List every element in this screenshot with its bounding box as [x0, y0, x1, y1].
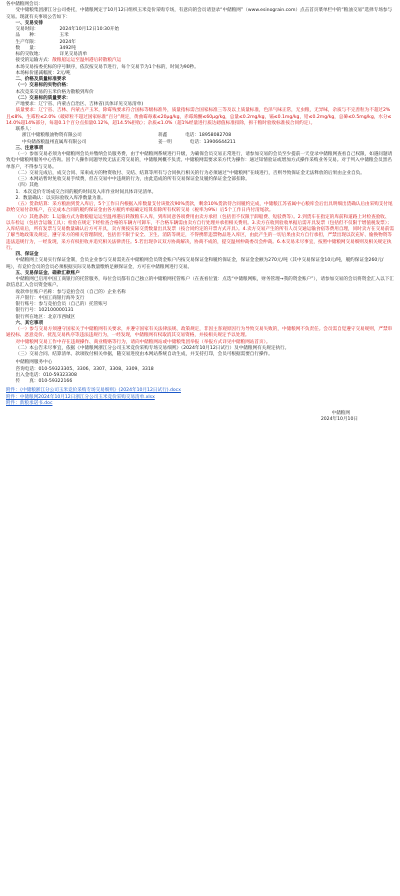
bank-account: 银行账号：参与竞拍会员（自己的）托管账号 [15, 302, 108, 307]
intro: 受中储粮集团浙江分公司委托，中储粮网定于10月12日组织玉米竞价采购专场，有意向的会员请登录“中储粮网”（www.esinograin.com）点击首页菜单栏中的“粮油交易”选择专场参与交易。现就有关事项公告如下： [6, 8, 393, 20]
service-center: 中储粮网服务中心 [15, 360, 53, 366]
note-payment: （五）货款结算：采方粮油到货入库后，5个工作日内根据入库数量支付该批次90%货款，剩余10%货款待合同履约完成，中储粮江苏省属中心粮库会后出具明细出货确认后由采购支付尾款给交易付款账户，在完成本合同的履约保证金由各方履约单据确定结算扣除所有权转交易（税率为9%）后5个工作日内付清尾款。 [6, 202, 393, 214]
bank-region: 银行所在地区：北京市西城区 [15, 314, 76, 320]
attachments [6, 388, 394, 407]
contact-block [6, 360, 394, 385]
trade-sequence: 本场交易按委托标的序号顺序，依次按交易节进行，每个交易节为1个标的，时间为90秒。 [15, 64, 199, 70]
section-2-1-text: 本次竞采交易的玉米价格为散粮到库价 [15, 89, 94, 95]
announcement [6, 0, 394, 424]
price-step: 本场标价递减幅度：2元/吨 [15, 70, 71, 76]
fax: 传 真：010-59322166 [15, 379, 73, 384]
note-4-1: 1．本次竞价专场成交合同的履约时间及入库作业时间具体详见清单。 [15, 189, 157, 195]
contacts-title: 联系人： [15, 127, 34, 132]
account-text: 中储粮网已启用中国工商银行的托管服务，每位会员都有自己独立的中储粮网托管账户（在查看位置：点选“中储粮网账，财务管理→我的资金账户”），请参加交易的会员将资金汇入以下汇款信息汇入会员资金账户。 [6, 277, 394, 289]
bank-name: 开户银行：中国工商银行海外支行 [15, 295, 85, 301]
quality-requirement: 质量要求：辽宁省、吉林、内蒙古产玉米，除霉残要求符合国标等级标准外，质量指标需合国家标准三等及以上质量标准，色泽气味正常，无虫粮，无异味，杂质与不完善粒为不超过2%且≤8%、生霉粒≤2.0%（破碎粒不超过国家标准“百分”规定，黄曲霉毒素≤20μg/kg，赤霉烯酮≤60μg/kg，总量≤0.2mg/kg，镉≤0.1mg/kg，铅≤0.2mg/kg，总砷≤0.5mg/kg，水分≤14.0%超14%部分，每超0.1个百分点扣量0.12%，超14.5%拒收）；杂质≤1.0%（超1%经量进行质达磅值标准扣除，拆干粮时验收标准按合同约定）。 [6, 108, 392, 126]
trade-time: 交易时间： 2024年10月12日10:30开始 [15, 27, 120, 32]
fund-phone: 出入金电话：010-59323308 [15, 372, 77, 378]
section-6-title: 六、其它事项 [15, 320, 44, 326]
transport-method: 接受的运输方式：散粮船运运至温州港后转散粮汽运 [15, 58, 122, 64]
note-1: （一）参加交易必须为中储粮网会员并缴纳会员服务费，由于中储粮网系统进行升级，为确保会员交易正常进行，请参加交易的会员至少提前一天登录中储粮网查看自己权限，如遇问题请致电中储粮网服务中心咨询。因个人操作问题导致无法正常交易的，中储粮网概不负责。中储粮网需要求采方代为操作：通过知情验证或增加方式操作采购业务交易。对于列入中储粮会员黑名单客户，不得参与交易。 [6, 152, 393, 170]
origin-requirement: 产地要求：辽宁省、内蒙古自治区、吉林省(具体详见交易清单) [15, 102, 144, 107]
other-2: （二）本公告未尽事宜，依据《中储粮网浙江分公司玉米竞价采购专场交易细则》（2024年10月12日试行）及中储粮网有关规定执行。 [15, 345, 290, 351]
section-2-1: （一）交易标的实物价格： [15, 83, 71, 89]
signature [6, 411, 394, 424]
attachment-link-rules[interactable]: 附件：《中储粮浙江分公司玉米竞价采购专场交易细则》(2024年10月12日试行).docx [6, 388, 181, 394]
section-1-title: 一、交易安排 [15, 20, 44, 26]
receiver-name: 收款单位账户名称：参与竞拍会员（自己的）企业名称 [15, 289, 126, 295]
trade-variety: 品 种： 玉米 [15, 33, 69, 39]
note-other-terms: （六）其他条款：1.运输方式为散粮船运运至温州港后转散粮车入库，到库同意各项费用由卖方承担（包括但不仅限于卸船费、短驳费等）。2.到货车在指定的库前和道路上对检查验收、以车检运（包括含运输工具）；检验在规定下经检查合格的车辆方可卸车，不合格车辆需由卖方自行处理并承担相关费用。3.卖方在收到验收单据后需开具发票（包括但不仅限于增值税发票）；入库结束后，所有发票与交易数量确认后方可开具，卖方须按实际交货数量出具发票（按合同约定的开票方式开具）。4.卖方交易产生的所有人员交通运输食宿等费用自理，同时卖方在交易前需了解当地政策及规定，遵守采方的相关管理制度，包括但不限于安全、卫生、消防等规定，不得携带违禁物品进入库区，由此产生的一切后果由卖方自行承担，严禁出现以次充好、偷换物资等违法违规行为，一经发现，采方有权拒收并追究相关法律责任。5.若出现争议双方协商解决，协商不成的，提交温州仲裁委员会仲裁。6.本交易未尽事宜，按照中储粮网交易细则及相关规定执行。 [6, 214, 394, 251]
sign-date: 2024年10月10日 [320, 417, 358, 423]
section-2-2: （二）交易标的质量要求： [15, 95, 71, 101]
other-1-report: 对中储粮网交易工作中存在违规操作、商业贿赂等行为，请向中储粮网站或中储粮集团举报（举报方式详见中储粮网站首页）。 [15, 339, 271, 345]
contact-row: 中央储备粮温州直属库有限公司 姜一明 电话：13906644211 [22, 139, 236, 145]
deposit-text: 中储粮网上交易实行保证金制，会员企业参与交易需先在中储粮网会员资金账户内按交易保证金和履约保证金，保证金金额为270元/吨（其中交易保证金10元/吨，履约保证金260元/吨），有竞价会员的会员必须根据实际交易数量缴纳足额保证金，方可在中储粮网进行交易。 [6, 258, 384, 270]
attachment-link-list[interactable]: 附件：中储粮网2024年10月12日浙江分公司玉米竞价采购交易清单.xlsx [6, 394, 155, 400]
trade-info [6, 27, 394, 77]
other-3: （三）交易合同、结算清单、款项收付相关单据，随交易进度由本网站系统自动生成，并支持打印，会员可根据需要自行操作。 [15, 352, 273, 357]
section-2-title: 二、价格及质量标准要求 [15, 77, 67, 82]
trade-location: 标的交收地： 详见交易清单 [15, 52, 88, 57]
attachment-link-pledge[interactable]: 附件：新粮承诺书.doc [6, 400, 53, 406]
sign-org: 中储粮网 [331, 411, 350, 416]
trade-year: 生产年限： 2024年 [15, 39, 76, 45]
note-4: （四）其他 [15, 183, 39, 189]
contacts [6, 133, 394, 146]
bank-code: 银行行号：102100000131 [15, 308, 74, 314]
note-3: （三）本网站暂时免收交易手续费，但在交易中中违规的行为，由此造成的所有交易保证金及履约保证金全部扣除。 [15, 177, 250, 182]
note-2: （二）交易完成后，成交合同、采束成方的物资收付、交结、结算等所有与合同执行相关的行为必须通过“中储粮网”在线进行，否则导致保证金无法释放的后果由企业自负。 [15, 170, 365, 176]
section-5-title: 五、交易保证金、磋款汇款账户 [15, 270, 80, 276]
note-4-2: 2．数量确认：以实际验收入库净数量为准。 [15, 195, 106, 201]
section-4-title: 四、保证金 [15, 252, 39, 257]
trade-quantity: 数 量： 3492吨 [15, 45, 76, 51]
service-phone: 咨询电话：010-59323305、3306、3307、3308、3309、3318 [15, 366, 154, 372]
contact-row: 浙江中储粮粮油物资有限公司 蒋鑫 电话：18958082708 [22, 133, 232, 139]
section-3-title: 三、注意事项 [15, 145, 44, 151]
other-1: （一）参与交易方须遵守国家关于中储粮网有关要求，并遵守国家有关法律法规、政策规定，非因主客观原因行为导致交易失败的，中储粮网不负责任。会员需自觉遵守交易规则，严禁串通投标、恶意竞价、扰乱交易秩序等违法违规行为，一经发现，中储粮网有权取消其交易资格，并按相关规定予以处理。 [6, 327, 393, 339]
greeting: 各中储粮网会员： [6, 2, 43, 7]
